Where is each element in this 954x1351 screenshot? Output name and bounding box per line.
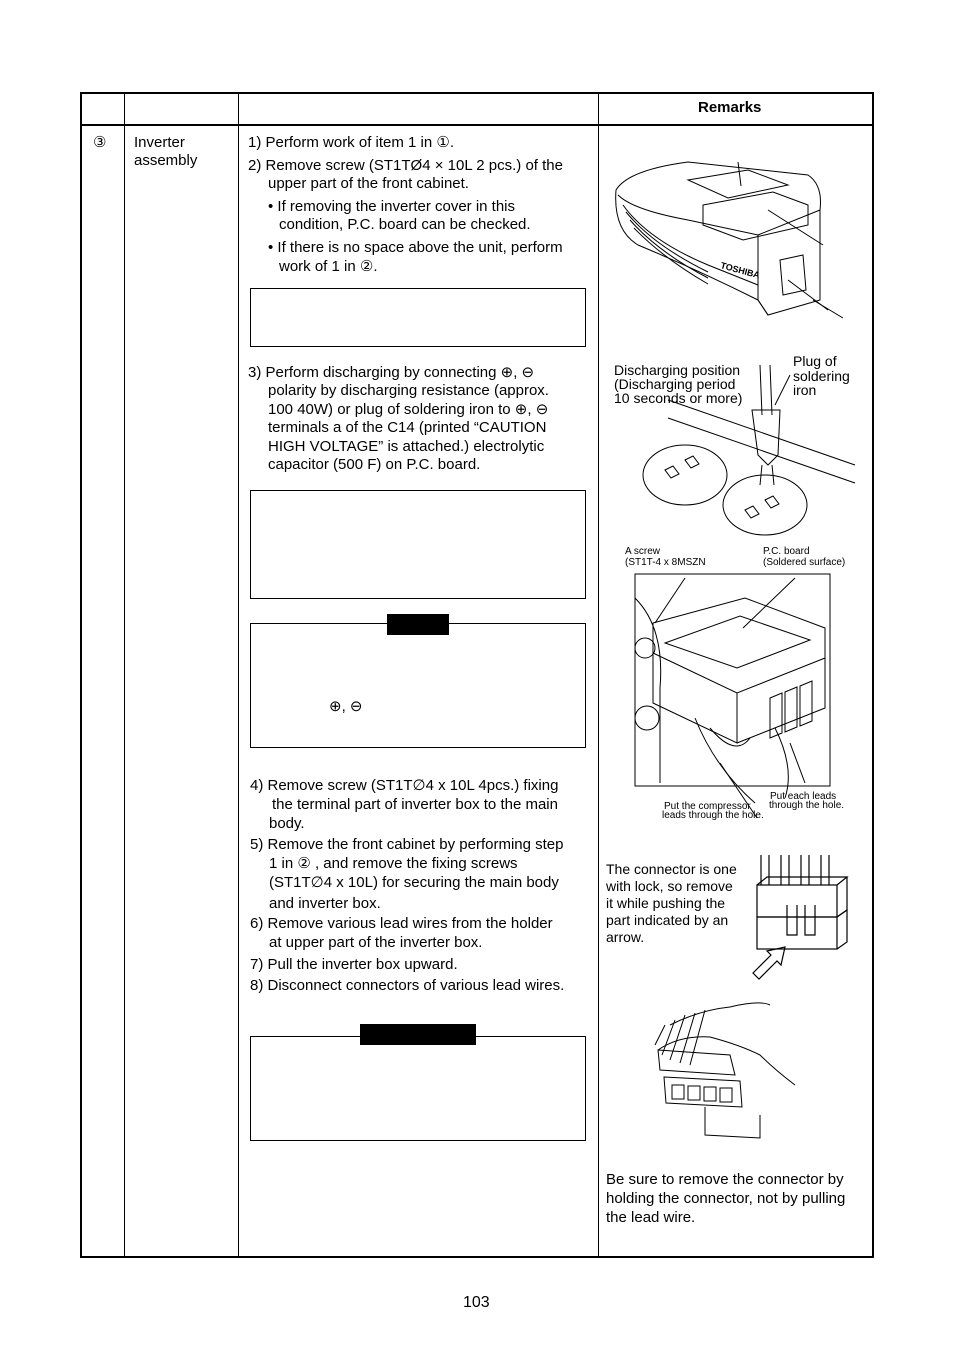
warning-symbols: ⊕, ⊖ [329,698,363,715]
step-6-line2: at upper part of the inverter box. [269,934,483,951]
plug-label-line1: Plug of [793,353,837,369]
bullet-1-line2: condition, P.C. board can be checked. [279,216,531,233]
plug-label-line2: soldering [793,368,850,384]
step-2-line1: 2) Remove screw (ST1TØ4 × 10L 2 pcs.) of the [248,157,563,174]
step-4-line3: body. [269,815,305,832]
step-7: 7) Pull the inverter box upward. [250,956,458,973]
connector-note-line3: it while pushing the [606,895,726,911]
page-number: 103 [463,1294,490,1311]
warning-label-tab [387,614,449,635]
row-number: ③ [93,134,107,151]
step-3-line4: terminals a of the C14 (printed “CAUTION [268,419,547,436]
part-name-line2: assembly [134,152,198,169]
leads-label-line1: Put each leads [770,791,837,802]
step-3-line5: HIGH VOLTAGE” is attached.) electrolytic [268,438,545,455]
warning-box [250,623,586,748]
step-2-line2: upper part of the front cabinet. [268,175,469,192]
step-3-line6: capacitor (500 F) on P.C. board. [268,456,481,473]
connector-note-line1: The connector is one [606,861,737,877]
step-3-line3: 100 40W) or plug of soldering iron to ⊕, ⊖ [268,401,549,418]
connector-lock-illustration [745,855,855,985]
screw-label-line2: (ST1T-4 x 8MSZN [625,557,706,568]
discharge-label-line3: 10 seconds or more) [614,390,743,406]
column-divider-2 [238,92,239,1258]
brand-logo-text: TOSHIBA [719,260,762,281]
step-6-line1: 6) Remove various lead wires from the holder [250,915,553,932]
step-3-line1: 3) Perform discharging by connecting ⊕, ⊖ [248,364,535,381]
final-note-line3: the lead wire. [606,1209,696,1226]
screw-label-line1: A screw [625,546,661,557]
part-name-line1: Inverter [134,134,185,151]
step-5-line4: and inverter box. [269,895,381,912]
compressor-label-line2: leads through the hole. [662,810,764,821]
discharge-label-line1: Discharging position [614,362,741,378]
discharge-label-line2: (Discharging period [614,376,736,392]
step-4-line2: the terminal part of inverter box to the main [272,796,558,813]
step-5-line1: 5) Remove the front cabinet by performing step [250,836,564,853]
caution-label-tab [360,1024,476,1045]
final-note-line1: Be sure to remove the connector by [606,1171,844,1188]
step-5-line3: (ST1T∅4 x 10L) for securing the main body [269,874,559,891]
bullet-2-line1: • If there is no space above the unit, perform [268,239,563,256]
note-box-2 [250,490,586,599]
outdoor-unit-illustration [608,150,858,325]
plug-label-line3: iron [793,382,817,398]
inverter-box-illustration [625,568,850,818]
compressor-label-line1: Put the compressor [664,801,751,812]
note-box-1 [250,288,586,347]
connector-note-line2: with lock, so remove [606,878,733,894]
step-8: 8) Disconnect connectors of various lead wires. [250,977,565,994]
final-note-line2: holding the connector, not by pulling [606,1190,846,1207]
pcb-label-line2: (Soldered surface) [763,557,846,568]
leads-label-line2: through the hole. [769,800,845,811]
column-divider-3 [598,92,599,1258]
bullet-2-line2: work of 1 in ②. [279,258,378,275]
pcb-label-line1: P.C. board [763,546,810,557]
hand-removing-connector-illustration [650,995,800,1145]
connector-note-line5: arrow. [606,929,645,945]
step-5-line2: 1 in ② , and remove the fixing screws [269,855,518,872]
step-4-line1: 4) Remove screw (ST1T∅4 x 10L 4pcs.) fixing [250,777,559,794]
column-divider-1 [124,92,125,1258]
discharging-illustration [640,360,860,540]
remarks-header: Remarks [698,99,762,116]
bullet-1-line1: • If removing the inverter cover in this [268,198,516,215]
step-3-line2: polarity by discharging resistance (approx. [268,382,549,399]
header-divider [80,124,874,126]
step-1: 1) Perform work of item 1 in ①. [248,134,455,151]
connector-note-line4: part indicated by an [606,912,729,928]
caution-box [250,1036,586,1141]
